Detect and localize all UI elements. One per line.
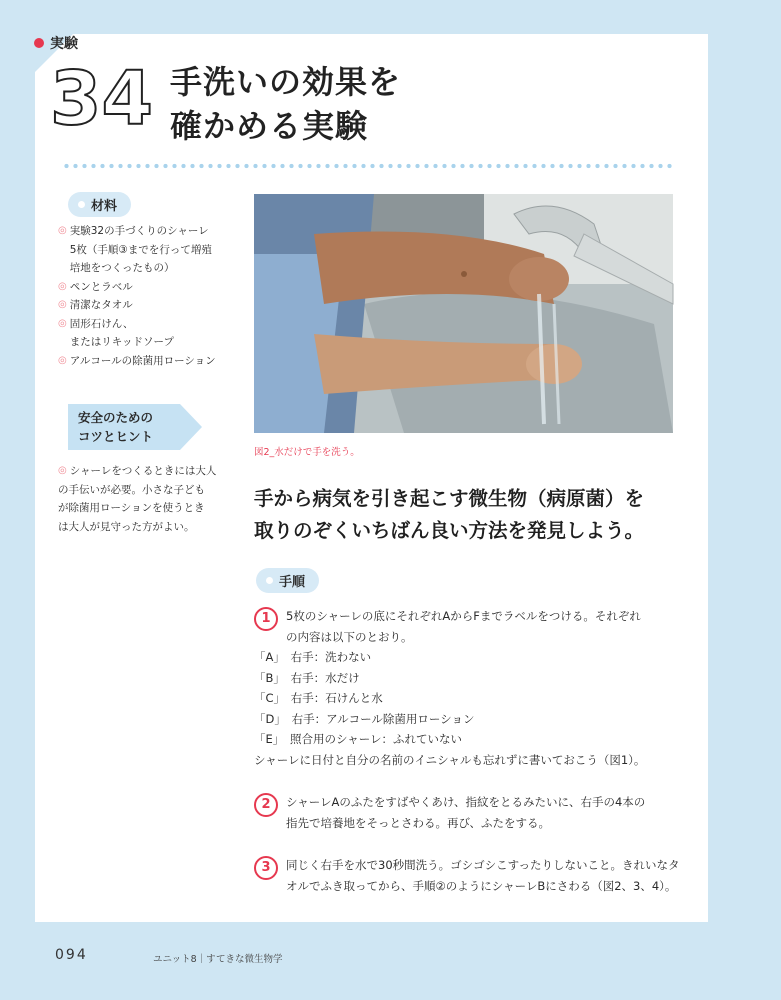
experiment-number-text: 34 — [50, 56, 153, 142]
list-item: 「A」 右手：洗わない — [254, 650, 372, 664]
dot-icon — [266, 577, 273, 584]
list-item-text: ペンとラベル — [69, 280, 133, 293]
handwashing-photo — [254, 194, 673, 433]
list-item-text: 実験32の手づくりのシャーレ — [69, 225, 209, 237]
step-line: シャーレに日付と自分の名前のイニシャルも忘れずに書いておこう（図1）。 — [254, 752, 646, 767]
red-dot-icon — [34, 38, 44, 48]
step-number-icon: 2 — [254, 793, 278, 817]
materials-heading-text: 材料 — [91, 199, 118, 214]
bullet-icon: ◎ — [58, 280, 67, 292]
photo-illustration — [254, 194, 673, 433]
bullet-icon: ◎ — [58, 465, 67, 476]
list-item: 「C」 右手：石けんと水 — [254, 691, 383, 705]
tips-heading-line: 安全のための — [78, 410, 154, 425]
tips-line: の手伝いが必要。小さな子ども — [58, 483, 205, 496]
step-2 — [254, 792, 684, 833]
list-item-text: またはリキッドソープ — [69, 336, 174, 348]
step-line: 指先で培養地をそっとさわる。再び、ふたをする。 — [286, 815, 551, 830]
tips-line — [58, 462, 236, 481]
procedure-heading-text: 手順 — [279, 575, 306, 590]
list-item — [58, 296, 228, 315]
category-label — [34, 33, 78, 53]
step-line: 5枚のシャーレの底にそれぞれAからFまでラベルをつける。それぞれ — [286, 609, 641, 623]
tips-line-text: シャーレをつくるときには大人 — [69, 465, 217, 477]
tips-text — [58, 462, 236, 536]
procedure-steps — [254, 606, 684, 896]
tips-heading-line: コツとヒント — [78, 429, 154, 444]
step-1-list — [254, 647, 684, 770]
title-line: 手洗いの効果を — [170, 63, 402, 101]
bullet-icon: ◎ — [58, 225, 67, 236]
list-item — [58, 333, 228, 352]
tips-line: は大人が見守った方がよい。 — [58, 520, 195, 533]
lead-line: 取りのぞくいちばん良い方法を発見しよう。 — [254, 519, 645, 542]
list-item-text: 固形石けん、 — [69, 317, 134, 330]
page-title — [170, 60, 401, 148]
experiment-number — [50, 56, 153, 142]
dot-icon — [78, 201, 85, 208]
step-3 — [254, 855, 684, 896]
list-item-text: アルコールの除菌用ローション — [69, 354, 216, 367]
dotted-divider — [62, 163, 674, 169]
list-item — [58, 352, 228, 371]
list-item: 「B」 右手：水だけ — [254, 670, 360, 685]
step-1 — [254, 606, 684, 647]
step-number-icon: 3 — [254, 856, 278, 880]
materials-heading — [68, 192, 131, 217]
category-text: 実験 — [50, 36, 78, 52]
bullet-icon: ◎ — [58, 317, 67, 329]
step-line: オルでふき取ってから、手順②のようにシャーレBにさわる（図2、3、4）。 — [286, 878, 677, 893]
lead-text — [254, 483, 644, 547]
procedure-heading — [256, 568, 319, 593]
list-item-text: 培地をつくったもの） — [69, 262, 175, 274]
bullet-icon: ◎ — [58, 299, 67, 310]
step-line: シャーレAのふたをすばやくあけ、指紋をとるみたいに、右手の4本の — [286, 795, 646, 809]
materials-list — [58, 222, 228, 370]
step-number-icon: 1 — [254, 607, 278, 631]
lead-line: 手から病気を引き起こす微生物（病原菌）を — [254, 487, 645, 510]
page-number: 094 — [55, 947, 88, 963]
list-item-text: 5枚（手順③までを行って増殖 — [69, 243, 212, 256]
title-line: 確かめる実験 — [170, 107, 369, 145]
photo-caption: 図2_水だけで手を洗う。 — [254, 447, 360, 458]
running-footer: ユニット8｜すてきな微生物学 — [153, 954, 283, 965]
bullet-icon: ◎ — [58, 354, 67, 366]
tips-heading — [68, 404, 180, 450]
step-line: 同じく右手を水で30秒間洗う。ゴシゴシこすったりしないこと。きれいなタ — [286, 858, 680, 872]
list-item — [58, 278, 228, 297]
list-item: 「E」 照合用のシャーレ：ふれていない — [254, 732, 463, 746]
tips-line: が除菌用ローションを使うとき — [58, 502, 205, 514]
list-item — [58, 259, 228, 278]
list-item: 「D」 右手：アルコール除菌用ローション — [254, 711, 475, 726]
list-item — [58, 315, 228, 334]
step-line: の内容は以下のとおり。 — [286, 629, 413, 644]
list-item — [58, 241, 228, 260]
list-item-text: 清潔なタオル — [69, 299, 133, 311]
list-item — [58, 222, 228, 241]
